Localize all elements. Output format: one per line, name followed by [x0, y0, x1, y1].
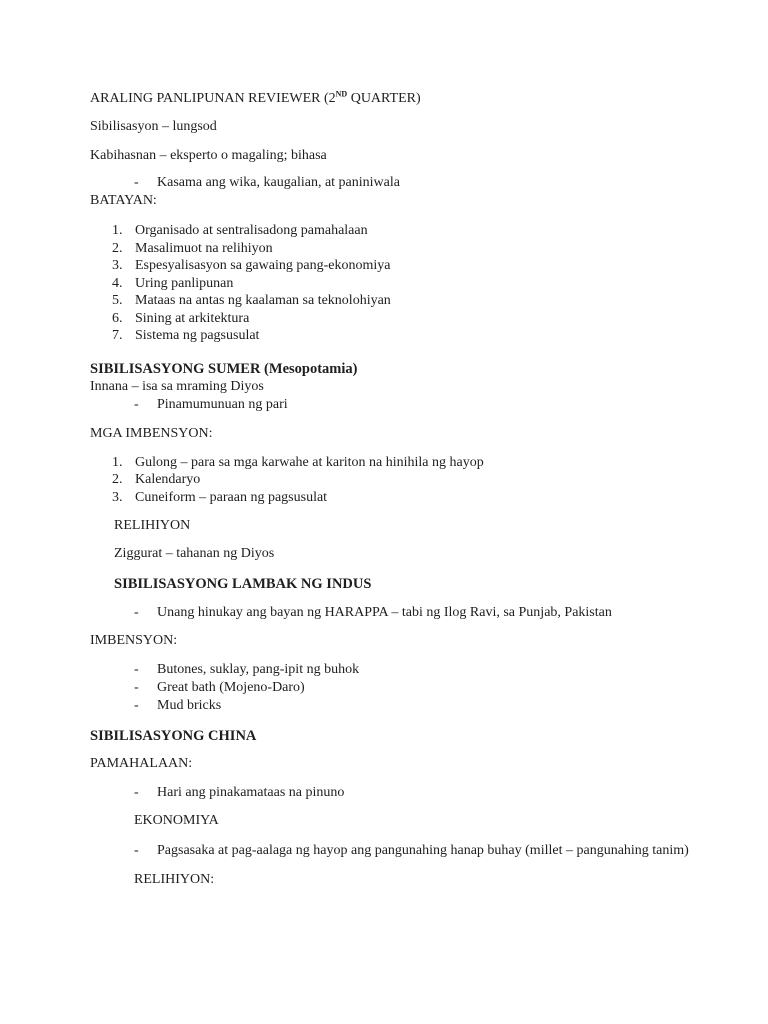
indus-bullets [90, 604, 690, 622]
batayan-list [90, 222, 690, 345]
batayan-label: BATAYAN: [90, 193, 157, 208]
list-item: 7. Sistema ng pagsusulat [112, 328, 260, 343]
pamahalaan-bullets [90, 784, 690, 802]
list-item: 1. Organisado at sentralisadong pamahalaan [112, 223, 368, 238]
list-item: 3. Cuneiform – paraan ng pagsusulat [112, 489, 328, 505]
pamahalaan-label: PAMAHALAAN: [90, 756, 193, 771]
ziggurat-line: Ziggurat – tahanan ng Diyos [114, 546, 275, 561]
china-relihiyon-label: RELIHIYON: [134, 872, 215, 887]
list-item: 2. Masalimuot na relihiyon [112, 240, 273, 256]
list-item: - Pinamumunuan ng pari [134, 396, 288, 412]
list-item: - Great bath (Mojeno-Daro) [134, 680, 305, 695]
indus-imbensyon-list [90, 661, 690, 715]
list-item: 6. Sining at arkitektura [112, 310, 250, 326]
sumer-imbensyon-list [90, 454, 690, 507]
definition-kabihasnan: Kabihasnan – eksperto o magaling; bihasa [90, 148, 327, 163]
list-item: 3. Espesyalisasyon sa gawaing pang-ekonomiya [112, 258, 391, 273]
list-item: 4. Uring panlipunan [112, 275, 234, 291]
document-title: ARALING PANLIPUNAN REVIEWER (2ND QUARTER) [90, 89, 421, 106]
list-item: - Mud bricks [134, 698, 222, 713]
sumer-relihiyon-label: RELIHIYON [114, 518, 191, 533]
sumer-heading: SIBILISASYONG SUMER (Mesopotamia) [90, 360, 358, 377]
list-item: - Hari ang pinakamataas na pinuno [134, 785, 345, 800]
sumer-imbensyon-label: MGA IMBENSYON: [90, 425, 213, 441]
list-item: - Kasama ang wika, kaugalian, at paniniwala [134, 175, 400, 190]
definition-sibilisasyon: Sibilisasyon – lungsod [90, 119, 217, 134]
list-item: 2. Kalendaryo [112, 472, 201, 487]
document-content [90, 90, 690, 889]
kabihasnan-bullets [90, 174, 690, 192]
list-item: - Pagsasaka at pag-aalaga ng hayop ang pangunahing hanap buhay (millet – pangunahing tanim) [134, 843, 689, 858]
list-item: - Unang hinukay ang bayan ng HARAPPA – tabi ng Ilog Ravi, sa Punjab, Pakistan [134, 605, 612, 620]
list-item: 5. Mataas na antas ng kaalaman sa teknolohiyan [112, 293, 391, 308]
list-item: - Butones, suklay, pang-ipit ng buhok [134, 662, 360, 677]
list-item: 1. Gulong – para sa mga karwahe at kariton na hinihila ng hayop [112, 454, 484, 470]
ekonomiya-bullets [90, 842, 690, 860]
innana-bullets [90, 396, 690, 414]
china-heading: SIBILISASYONG CHINA [90, 728, 257, 744]
ekonomiya-label: EKONOMIYA [134, 813, 219, 828]
innana-line: Innana – isa sa mraming Diyos [90, 378, 264, 394]
indus-heading: SIBILISASYONG LAMBAK NG INDUS [114, 576, 372, 592]
indus-imbensyon-label: IMBENSYON: [90, 633, 178, 648]
